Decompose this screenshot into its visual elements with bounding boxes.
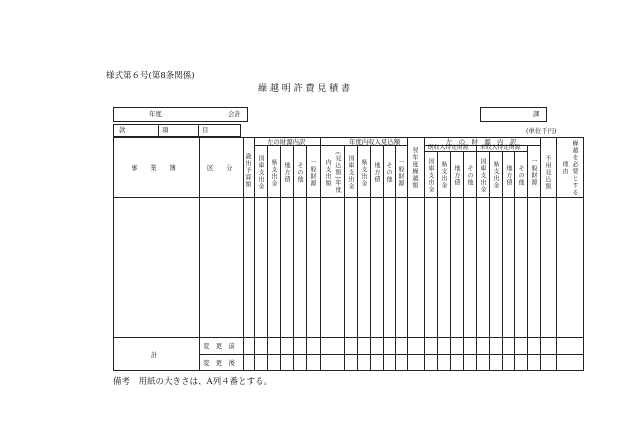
total-label: 計 bbox=[151, 351, 158, 359]
group2-title: 年度内収入見込額 bbox=[349, 138, 401, 146]
document-title: 繰 越 明 許 費 見 積 書 bbox=[258, 84, 351, 94]
g2-col-general: 一般財源 bbox=[397, 158, 404, 187]
g2-expenditure: (見込額)年度内支出額 bbox=[324, 152, 341, 194]
g2-col-national: 国庫支出金 bbox=[347, 155, 354, 190]
g3b-col-prefectural: 県支出金 bbox=[492, 161, 499, 189]
form-id: 様式第６号(第8条関係) bbox=[106, 71, 195, 81]
g3b-col-national: 国庫支出金 bbox=[479, 157, 486, 193]
year-label: 年度 bbox=[149, 110, 162, 118]
g3b-col-bond: 地方債 bbox=[505, 164, 512, 186]
sub-unreceived: 未収入特定財源 bbox=[480, 145, 521, 151]
kou-label: 項 bbox=[162, 126, 169, 134]
reason-header: 繰越を必要とする理由 bbox=[561, 140, 578, 196]
carry-over-header: 翌年度繰越額 bbox=[411, 146, 418, 189]
g1-col-prefectural: 県支出金 bbox=[270, 158, 277, 187]
g3-general: 一般財源 bbox=[530, 157, 537, 186]
sub-received: 既収入特定財源 bbox=[428, 145, 469, 151]
g3a-col-national: 国庫支出金 bbox=[427, 157, 434, 193]
g2-col-prefectural: 県支出金 bbox=[360, 158, 367, 187]
section-label: 課 bbox=[533, 110, 540, 118]
budget-header: 歳出予算額 bbox=[244, 152, 251, 188]
group1-title: 左の財源内訳 bbox=[267, 138, 306, 146]
unit-note: (単位千円) bbox=[526, 127, 557, 135]
g1-col-bond: 地方債 bbox=[283, 162, 290, 183]
g1-col-general: 一般財源 bbox=[309, 158, 316, 187]
group3-title: 左 の 財 源 内 訳 bbox=[446, 138, 517, 146]
after-change-label: 変 更 後 bbox=[203, 359, 235, 367]
remark-note: 備考 用紙の大きさは、A列４番とする。 bbox=[113, 377, 273, 387]
project-header: 事 業 簿 bbox=[131, 164, 176, 172]
g2-col-bond: 地方債 bbox=[373, 162, 380, 183]
g1-col-other: その他 bbox=[296, 162, 303, 183]
g3b-col-other: その他 bbox=[517, 164, 524, 186]
before-change-label: 変 更 前 bbox=[203, 342, 235, 350]
g3a-col-other: その他 bbox=[466, 164, 473, 186]
g1-col-national: 国庫支出金 bbox=[257, 155, 264, 190]
account-label: 会計 bbox=[228, 110, 241, 118]
kan-label: 款 bbox=[119, 126, 126, 134]
kubun-header: 区 分 bbox=[207, 164, 233, 172]
g3a-col-prefectural: 県支出金 bbox=[440, 161, 447, 189]
moku-label: 目 bbox=[202, 126, 209, 134]
unused-header: 不用見込額 bbox=[544, 155, 551, 190]
g3a-col-bond: 地方債 bbox=[453, 164, 460, 186]
g2-col-other: その他 bbox=[385, 162, 392, 183]
